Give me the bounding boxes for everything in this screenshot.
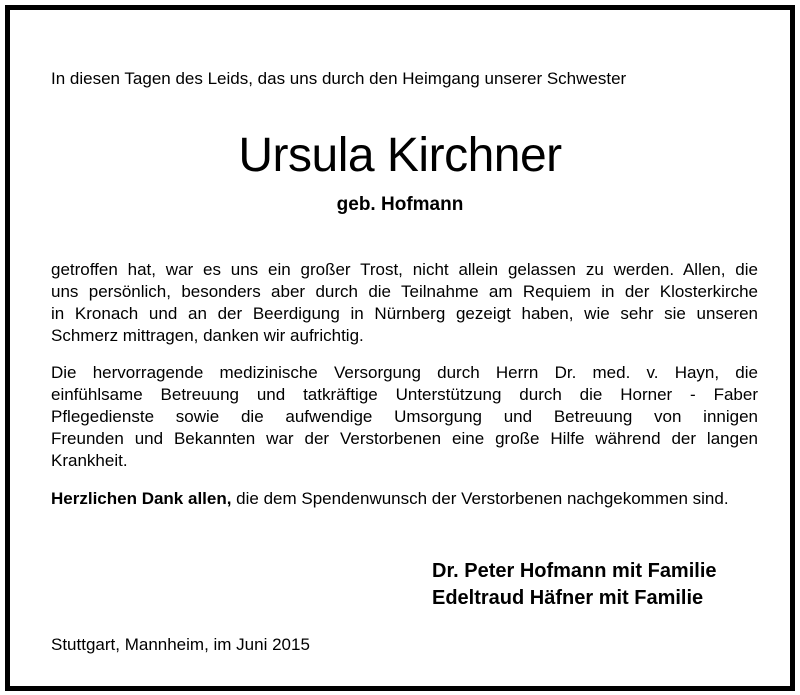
maiden-name: geb. Hofmann — [336, 194, 464, 215]
signer-line: Dr. Peter Hofmann mit Familie — [432, 560, 717, 582]
signers — [432, 558, 717, 612]
paragraph-line: Freunden und Bekannten war der Verstorbenen eine große Hilfe während der langen — [51, 429, 758, 448]
obituary-card — [5, 5, 795, 691]
donation-thanks-bold: Herzlichen Dank allen, — [51, 489, 232, 508]
place-date: Stuttgart, Mannheim, im Juni 2015 — [51, 635, 310, 654]
donation-thanks — [51, 488, 758, 510]
thanks-paragraph-1 — [51, 259, 758, 347]
paragraph-line: Die hervorragende medizinische Versorgung durch Herrn Dr. med. v. Hayn, die — [51, 363, 758, 382]
thanks-paragraph-2 — [51, 362, 758, 472]
paragraph-line: in Kronach und an der Beerdigung in Nürnberg gezeigt haben, wie sehr sie unseren — [51, 304, 758, 323]
paragraph-line: uns persönlich, besonders aber durch die Teilnahme am Requiem in der Klosterkirche — [51, 282, 758, 301]
paragraph-line: getroffen hat, war es uns ein großer Trost, nicht allein gelassen zu werden. Allen, die — [51, 260, 758, 279]
deceased-name: Ursula Kirchner — [238, 129, 562, 182]
paragraph-line: einfühlsame Betreuung und tatkräftige Unterstützung durch die Horner - Faber — [51, 385, 758, 404]
paragraph-line: Pflegedienste sowie die aufwendige Umsorgung und Betreuung von innigen — [51, 407, 758, 426]
donation-thanks-text: die dem Spendenwunsch der Verstorbenen nachgekommen sind. — [231, 489, 729, 508]
signer-line: Edeltraud Häfner mit Familie — [432, 587, 704, 609]
paragraph-line: Schmerz mittragen, danken wir aufrichtig. — [51, 326, 364, 345]
paragraph-line: Krankheit. — [51, 451, 128, 470]
intro-text: In diesen Tagen des Leids, das uns durch den Heimgang unserer Schwester — [51, 69, 627, 88]
